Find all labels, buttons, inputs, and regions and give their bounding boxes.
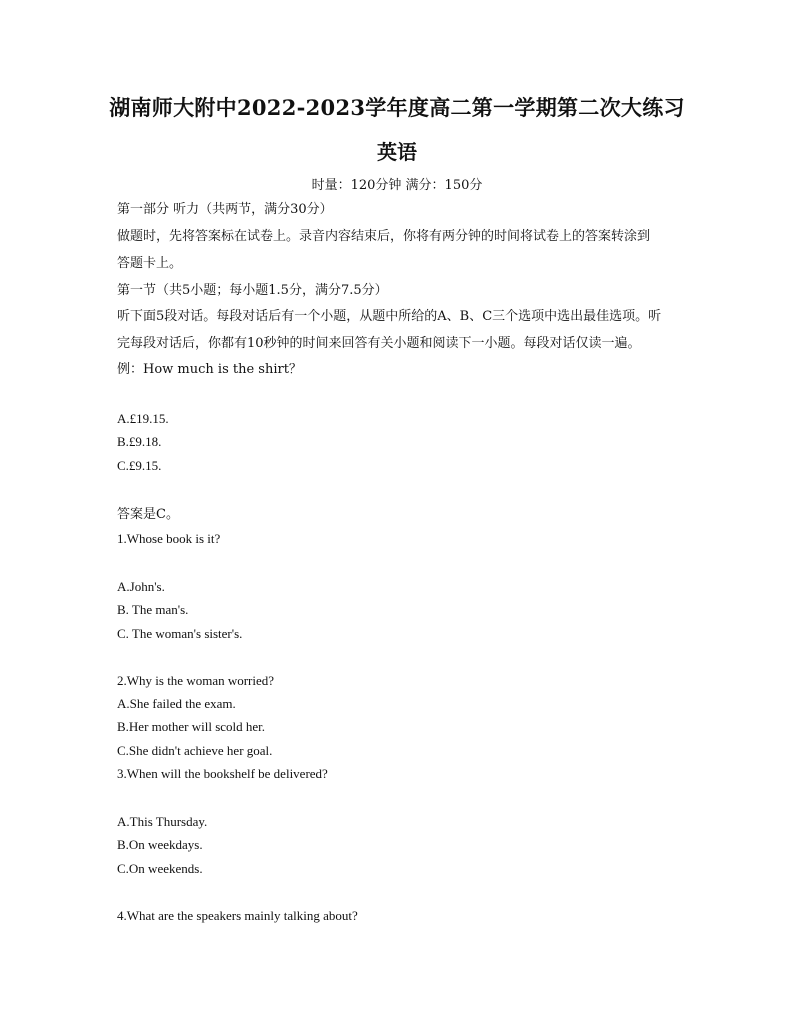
section1-heading: 第一节（共5小题；每小题1.5分，满分7.5分） — [117, 283, 388, 298]
question-2-option-a: A.She failed the exam. — [117, 696, 236, 711]
question-2-option-c: C.She didn't achieve her goal. — [117, 743, 273, 758]
question-3-option-b: B.On weekdays. — [117, 837, 203, 852]
subject-title: 英语 — [377, 140, 417, 164]
question-1-option-a: A.John's. — [117, 579, 165, 594]
question-3-stem: 3.When will the bookshelf be delivered? — [117, 766, 328, 781]
example-option-b: B.£9.18. — [117, 434, 162, 449]
example-prompt: 例：How much is the shirt？ — [117, 362, 302, 377]
example-option-a: A.£19.15. — [117, 411, 169, 426]
exam-time-score: 时量：120分钟 满分：150分 — [311, 178, 483, 193]
part1-instruction-line1: 做题时，先将答案标在试卷上。录音内容结束后，你将有两分钟的时间将试卷上的答案转涂到 — [117, 229, 651, 244]
question-1-stem: 1.Whose book is it? — [117, 531, 221, 546]
question-2-stem: 2.Why is the woman worried? — [117, 673, 275, 688]
exam-title: 湖南师大附中2022-2023学年度高二第一学期第二次大练习 — [109, 95, 685, 120]
question-1-option-c: C. The woman's sister's. — [117, 626, 243, 641]
section1-instruction-line1: 听下面5段对话。每段对话后有一个小题，从题中所给的A、B、C三个选项中选出最佳选项。听 — [117, 309, 662, 324]
part1-instruction-line2: 答题卡上。 — [117, 256, 183, 271]
example-option-c: C.£9.15. — [117, 458, 162, 473]
question-2-option-b: B.Her mother will scold her. — [117, 719, 266, 734]
question-3-option-a: A.This Thursday. — [117, 814, 208, 829]
question-4-stem: 4.What are the speakers mainly talking about? — [117, 908, 358, 923]
part1-heading: 第一部分 听力（共两节，满分30分） — [117, 202, 333, 217]
section1-instruction-line2: 完每段对话后，你都有10秒钟的时间来回答有关小题和阅读下一小题。每段对话仅读一遍。 — [117, 336, 641, 351]
question-3-option-c: C.On weekends. — [117, 861, 203, 876]
example-answer: 答案是C。 — [117, 507, 179, 522]
question-1-option-b: B. The man's. — [117, 602, 189, 617]
